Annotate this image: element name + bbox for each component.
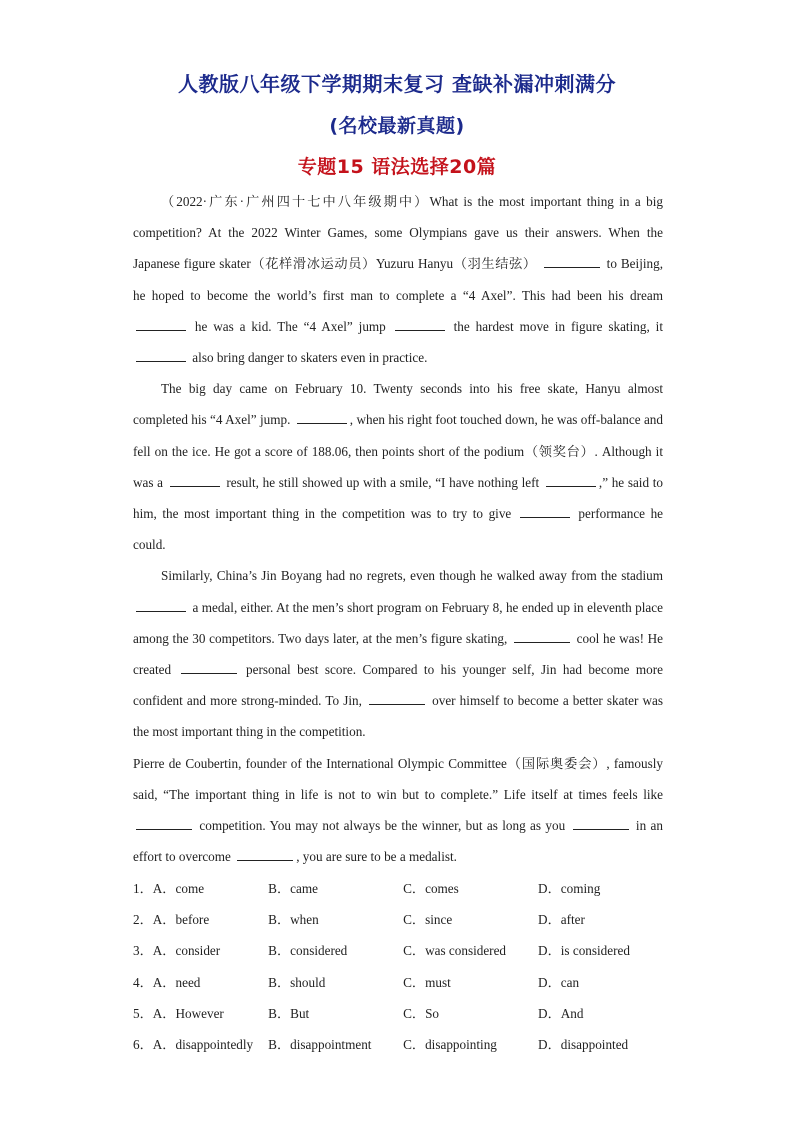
passage-text: , you are sure to be a medalist.: [296, 849, 457, 865]
option-b: B．should: [268, 974, 326, 990]
option-d: D．can: [538, 974, 580, 990]
question-row: [133, 903, 673, 934]
answer-blank: [136, 360, 186, 362]
question-number: 1．: [133, 881, 153, 897]
question-row: [133, 966, 673, 997]
option-b: B．But: [268, 1005, 310, 1021]
passage-text: , when his right foot touched down, he was off-balance and fell on the ice. He got a score of 188.06, then points short of the podium（领奖台）. Although it was a: [133, 412, 663, 490]
option-b: B．when: [268, 912, 319, 928]
option-c: C．was considered: [403, 943, 507, 959]
paragraph-3: [133, 560, 663, 747]
answer-blank: [297, 422, 347, 424]
paragraph-1: [133, 186, 663, 373]
question-row: [133, 997, 673, 1028]
option-d: D．coming: [538, 881, 601, 897]
answer-blank: [237, 859, 293, 861]
option-a: A．consider: [152, 943, 221, 959]
passage-text: result, he still showed up with a smile, “I have nothing left: [226, 474, 540, 490]
passage-text: Pierre de Coubertin, founder of the International Olympic Committee（国际奥委会）, famously said, “The important thing in life is not to win but to complete.” Life itself at times feels like: [133, 755, 663, 802]
passage-text: competition. You may not always be the winner, but as long as you: [199, 818, 566, 834]
option-c: C．comes: [403, 881, 459, 897]
answer-blank: [181, 672, 237, 674]
option-b: B．came: [268, 881, 318, 897]
passage-text: the hardest move in figure skating, it: [453, 318, 663, 334]
topic-title: 专题15 语法选择20篇: [297, 156, 497, 178]
option-b: B．disappointment: [268, 1037, 372, 1053]
option-a: A．before: [152, 912, 210, 928]
question-number: 5．: [133, 1005, 153, 1021]
answer-blank: [544, 266, 600, 268]
option-c: C．So: [403, 1005, 440, 1021]
passage-text: in an effort to overcome: [133, 818, 663, 865]
passage-text: also bring danger to skaters even in practice.: [192, 350, 428, 366]
passage-text: he was a kid. The “4 Axel” jump: [194, 318, 386, 334]
answer-blank: [395, 329, 445, 331]
option-d: D．is considered: [538, 943, 630, 959]
passage-text: to Beijing, he hoped to become the world’s first man to complete a “4 Axel”. This had been his dream: [133, 256, 664, 303]
question-row: [133, 1028, 673, 1059]
passage-text: performance he could.: [133, 506, 664, 553]
answer-blank: [136, 828, 192, 830]
option-b: B．considered: [268, 943, 348, 959]
question-number: 6．: [133, 1037, 153, 1053]
option-a: A．come: [152, 881, 205, 897]
answer-blank: [136, 610, 186, 612]
answer-blank: [520, 516, 570, 518]
option-d: D．disappointed: [538, 1037, 629, 1053]
option-c: C．since: [403, 912, 453, 928]
passage-text: （2022·广东·广州四十七中八年级期中）What is the most important thing in a big competition? At the 2022 Winter Games, some Olympians gave us their answers. When the Japanese figure skater（花样滑冰运动员）Yuzuru Hanyu（羽生结弦）: [133, 194, 663, 272]
option-c: C．must: [403, 974, 451, 990]
question-row: [133, 934, 673, 965]
paragraph-2: [133, 373, 663, 560]
question-number: 4．: [133, 974, 153, 990]
question-row: [133, 872, 673, 903]
answer-blank: [369, 703, 425, 705]
option-a: A．need: [152, 974, 201, 990]
passage: [133, 186, 663, 872]
page-title: 人教版八年级下学期期末复习 查缺补漏冲刺满分: [178, 72, 616, 96]
passage-text: a medal, either. At the men’s short program on February 8, he ended up in eleventh place among the 30 competitors. Two days later, at the men’s figure skating,: [133, 599, 663, 646]
passage-text: Similarly, China’s Jin Boyang had no regrets, even though he walked away from the stadium: [161, 568, 663, 584]
answer-blank: [170, 485, 220, 487]
passage-text: cool he was! He created: [133, 630, 664, 678]
passage-text: ,” he said to him, the most important thing in the competition was to try to give: [133, 474, 663, 522]
page-subtitle: (名校最新真题): [329, 115, 465, 137]
option-d: D．And: [538, 1005, 584, 1021]
question-number: 2．: [133, 912, 153, 928]
option-d: D．after: [538, 912, 585, 928]
passage-text: over himself to become a better skater was the most important thing in the competition.: [133, 693, 664, 740]
passage-text: personal best score. Compared to his younger self, Jin had become more confident and more strong-minded. To Jin,: [133, 662, 664, 709]
option-a: A．disappointedly: [152, 1037, 254, 1053]
answer-blank: [136, 329, 186, 331]
answer-blank: [573, 828, 629, 830]
option-c: C．disappointing: [403, 1037, 497, 1053]
paragraph-4: [133, 748, 663, 873]
question-number: 3．: [133, 943, 153, 959]
answer-blank: [546, 485, 596, 487]
option-a: A．However: [152, 1005, 224, 1021]
passage-text: The big day came on February 10. Twenty seconds into his free skate, Hanyu almost completed his “4 Axel” jump.: [133, 381, 663, 428]
question-options: [133, 872, 673, 1059]
answer-blank: [514, 641, 570, 643]
